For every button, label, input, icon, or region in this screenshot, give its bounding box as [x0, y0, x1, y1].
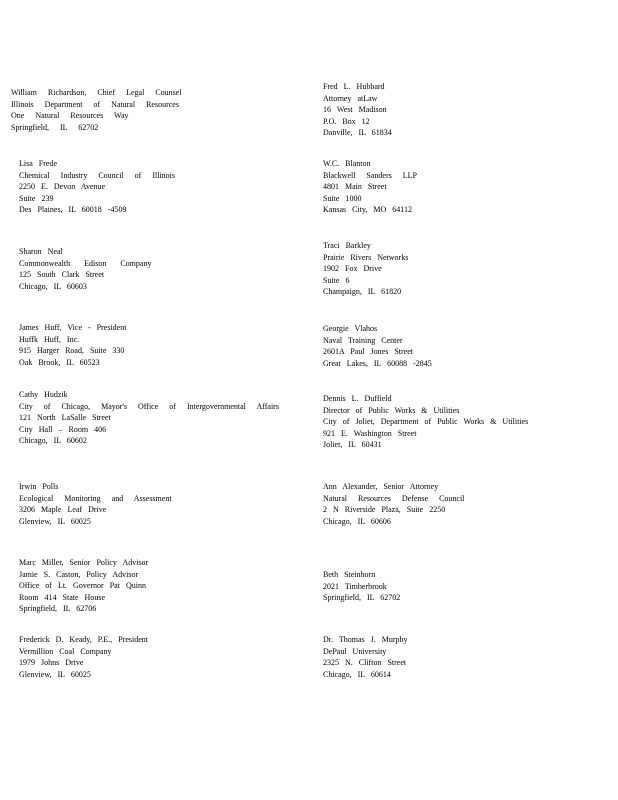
address-block-frede	[19, 158, 175, 216]
address-line: 2250 E. Devon Avenue	[19, 182, 106, 191]
address-line: Georgie Vlahos	[323, 324, 378, 333]
address-line: Attorney atLaw	[323, 93, 378, 103]
address-line: Ecological Monitoring and Assessment	[19, 493, 172, 503]
address-line: Marc Miller, Senior Policy Advisor	[19, 558, 149, 567]
address-line: Commonwealth Edison Company	[19, 258, 152, 268]
address-block-barkley	[323, 240, 408, 298]
address-line: 16 West Madison	[323, 105, 387, 114]
address-line: 121 North LaSalle Street	[19, 413, 111, 422]
address-line: 2325 N. Clifton Street	[323, 658, 407, 667]
address-block-murphy	[323, 634, 408, 680]
address-line: City of Chicago, Mayor's Office of Intergovernmental Affairs	[19, 401, 279, 411]
address-line: Jamie S. Caston, Policy Advisor	[19, 569, 139, 579]
address-line: Huffk Huff, Inc.	[19, 334, 80, 344]
address-line: City Hall – Room 406	[19, 424, 107, 434]
address-block-blanton	[323, 158, 417, 216]
address-line: Glenview, IL 60025	[19, 516, 91, 526]
address-line: Dennis L. Duffield	[323, 394, 392, 403]
address-line: 125 South Clark Street	[19, 270, 105, 279]
address-block-alexander	[323, 481, 464, 527]
address-line: Beth Steinhorn	[323, 570, 376, 579]
address-line: Chicago, IL 60614	[323, 669, 391, 679]
address-line: Kansas City, MO 64112	[323, 205, 412, 214]
address-line: Cathy Hudzik	[19, 390, 68, 399]
address-line: Natural Resources Defense Council	[323, 493, 465, 503]
address-line: 1979 Johns Drive	[19, 658, 84, 667]
address-line: Chemical Industry Council of Illinois	[19, 170, 175, 180]
address-line: Springfield, IL 62706	[19, 604, 97, 613]
address-line: Room 414 State House	[19, 592, 105, 602]
address-line: Irwin Polls	[19, 482, 59, 491]
address-block-miller	[19, 557, 148, 615]
address-line: Frederick D. Keady, P.E., President	[19, 635, 149, 644]
address-line: Prairie Rivers Networks	[323, 252, 409, 262]
address-line: Naval Training Center	[323, 335, 403, 345]
address-line: W.C. Blanton	[323, 159, 371, 168]
address-line: Ann Alexander, Senior Attorney	[323, 482, 439, 491]
address-line: 2 N Riverside Plaza, Suite 2250	[323, 505, 446, 514]
address-block-hubbard	[323, 81, 392, 139]
address-line: 915 Harger Road, Suite 330	[19, 346, 125, 355]
address-line: 2601A Paul Jones Street	[323, 347, 413, 356]
address-line: Great Lakes, IL 60088 -2845	[323, 358, 432, 368]
address-block-huff	[19, 322, 126, 368]
address-line: One Natural Resources Way	[11, 111, 129, 120]
address-line: Suite 6	[323, 275, 350, 285]
address-line: 4801 Main Street	[323, 182, 387, 191]
address-line: Director of Public Works & Utilities	[323, 405, 460, 415]
address-line: 3206 Maple Leaf Drive	[19, 505, 107, 514]
address-line: Sharon Neal	[19, 247, 63, 256]
address-line: Vermillion Coal Company	[19, 646, 112, 656]
address-line: Chicago, IL 60603	[19, 281, 87, 291]
address-line: Danville, IL 61834	[323, 128, 392, 137]
address-line: Fred L. Hubbard	[323, 82, 385, 91]
address-line: Springfield, IL 62702	[11, 122, 99, 132]
address-line: 921 E. Washington Street	[323, 428, 417, 438]
address-block-steinhorn	[323, 569, 400, 604]
address-block-hudzik	[19, 389, 279, 447]
address-line: Suite 1000	[323, 193, 362, 203]
address-line: Suite 239	[19, 193, 54, 203]
address-line: William Richardson, Chief Legal Counsel	[11, 88, 182, 97]
address-line: Springfield, IL 62702	[323, 593, 401, 602]
address-line: Illinois Department of Natural Resources	[11, 99, 179, 109]
address-block-richardson	[11, 87, 182, 133]
address-block-polls	[19, 481, 172, 527]
address-line: Office of Lt. Governor Pat Quinn	[19, 581, 146, 590]
address-line: Chicago, IL 60602	[19, 436, 87, 445]
address-line: DePaul University	[323, 646, 387, 656]
address-block-vlahos	[323, 323, 432, 369]
address-block-duffield	[323, 393, 528, 451]
address-line: Des Plaines, IL 60018 -4509	[19, 205, 127, 214]
address-line: Dr. Thomas J. Murphy	[323, 635, 408, 644]
address-line: Oak Brook, IL 60523	[19, 357, 100, 367]
address-line: Blackwell Sanders LLP	[323, 170, 417, 180]
address-line: Champaign, IL 61820	[323, 287, 402, 296]
address-line: 1902 Fox Drive	[323, 264, 382, 273]
address-line: Chicago, IL 60606	[323, 516, 391, 526]
address-line: P.O. Box 12	[323, 116, 370, 126]
address-line: Lisa Frede	[19, 159, 57, 168]
address-line: Joliet, IL 60431	[323, 440, 382, 449]
address-line: Glenview, IL 60025	[19, 669, 91, 679]
address-line: Traci Barkley	[323, 241, 371, 250]
address-line: 2021 Timberbrook	[323, 581, 387, 591]
address-line: James Huff, Vice - President	[19, 323, 127, 332]
address-line: City of Joliet, Department of Public Works & Utilities	[323, 417, 529, 426]
address-block-neal	[19, 246, 151, 292]
address-block-keady	[19, 634, 148, 680]
